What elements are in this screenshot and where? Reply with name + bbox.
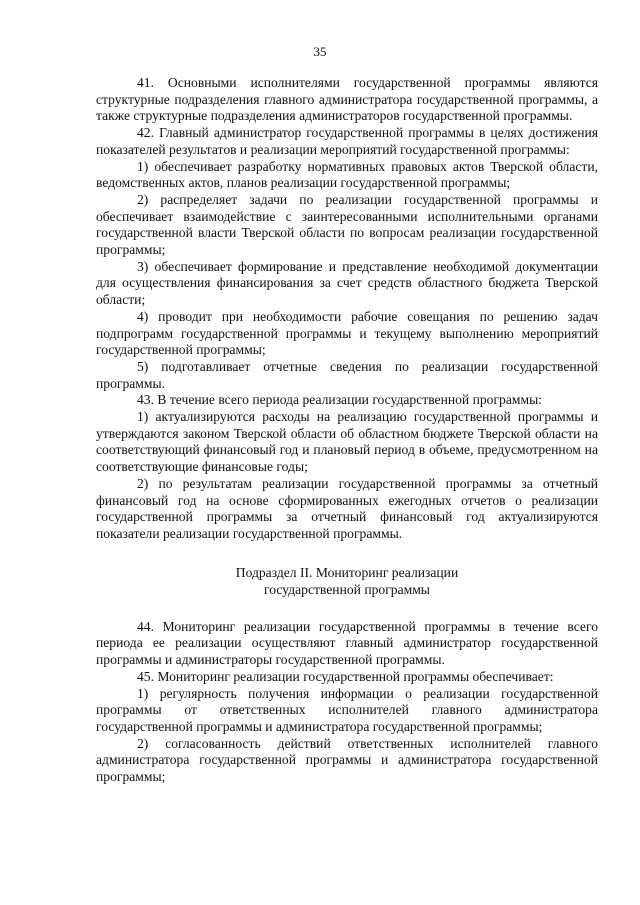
section-heading: [96, 564, 598, 598]
paragraph-43-item-2: 2) по результатам реализации государственной программы за отчетный финансовый год на основе сформированных ежегодных отчетов о реализации государственной программы за отчетный финансовый год актуализируются показатели реализации государственной программы.: [96, 475, 598, 541]
paragraph-43: 43. В течение всего периода реализации государственной программы:: [137, 392, 542, 408]
paragraph-45: 45. Мониторинг реализации государственной программы обеспечивает:: [137, 668, 554, 684]
paragraph-42-item-2: 2) распределяет задачи по реализации государственной программы и обеспечивает взаимодействие с заинтересованными исполнительными органами государственной власти Тверской области по вопросам реализации государственной программы;: [96, 191, 598, 258]
paragraph-42-item-4: 4) проводит при необходимости рабочие совещания по решению задач подпрограмм государственной программы и текущему выполнению мероприятий государственной программы;: [96, 308, 598, 358]
paragraph-41: 41. Основными исполнителями государственной программы являются структурные подразделения главного администратора государственной программы, а также структурные подразделения администраторов государственной программы.: [96, 75, 598, 124]
section-heading-line-1: Подраздел II. Мониторинг реализации: [235, 564, 459, 580]
paragraph-43-item-1: 1) актуализируются расходы на реализацию государственной программы и утверждаются законом Тверской области об областном бюджете Тверской области на соответствующий финансовый год и плановый период в объеме, предусмотренном на соответствующие финансовые годы;: [96, 409, 598, 475]
paragraph-42-item-1: 1) обеспечивает разработку нормативных правовых актов Тверской области, ведомственных актов, планов реализации государственной программы;: [96, 158, 598, 191]
page-number: 35: [313, 44, 327, 59]
document-body: [96, 75, 598, 786]
paragraph-45-item-2: 2) согласованность действий ответственных исполнителей главного администратора государственной программы и администратора государственной программы;: [96, 735, 598, 785]
paragraph-42-item-5: 5) подготавливает отчетные сведения по реализации государственной программы.: [96, 358, 598, 391]
paragraph-42: 42. Главный администратор государственной программы в целях достижения показателей результатов и реализации мероприятий государственной программы:: [96, 125, 598, 157]
paragraph-42-item-3: 3) обеспечивает формирование и представление необходимой документации для осуществления финансирования за счет средств областного бюджета Тверской области;: [96, 258, 598, 308]
paragraph-44: 44. Мониторинг реализации государственной программы в течение всего периода ее реализации осуществляют главный администратор государственной программы и администраторы государственной программы.: [96, 618, 598, 668]
section-heading-line-2: государственной программы: [264, 581, 430, 597]
paragraph-45-item-1: 1) регулярность получения информации о реализации государственной программы от ответственных исполнителей главного администратора государственной программы и администратора государственной программы;: [96, 685, 598, 734]
